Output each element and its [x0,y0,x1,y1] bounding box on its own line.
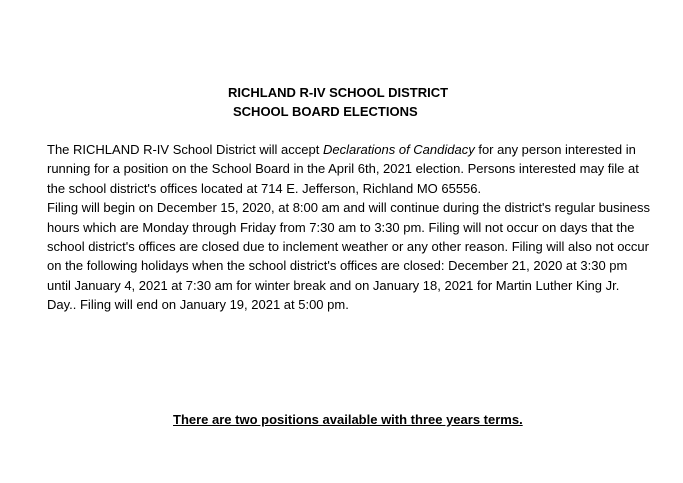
paragraph-candidacy-lead: The RICHLAND R-IV School District will accept [47,142,323,157]
document-subtitle: SCHOOL BOARD ELECTIONS [233,104,418,119]
document-title: RICHLAND R-IV SCHOOL DISTRICT [228,85,449,100]
paragraph-candidacy-rest: for any person interested in running for a position on the School Board in the April 6th, 2021 election. Persons interested may file at the school district's offices located at 714 E. Jefferson, Richland MO 65556. [47,142,639,196]
document-body [47,140,652,315]
declarations-of-candidacy-text: Declarations of Candidacy [322,142,475,157]
paragraph-filing-schedule: Filing will begin on December 15, 2020, at 8:00 am and will continue during the district's regular business hours which are Monday through Friday from 7:30 am to 3:30 pm. Filing will not occur on days that the school district's offices are closed due to inclement weather or any other reason. Filing will also not occur on the following holidays when the school district's offices are closed: December 21, 2020 at 3:30 pm until January 4, 2021 at 7:30 am for winter break and on January 18, 2021 for Martin Luther King Jr. Day.. Filing will end on January 19, 2021 at 5:00 pm. [47,200,650,313]
paragraph-candidacy [47,140,652,198]
positions-notice: There are two positions available with three years terms. [173,412,523,427]
